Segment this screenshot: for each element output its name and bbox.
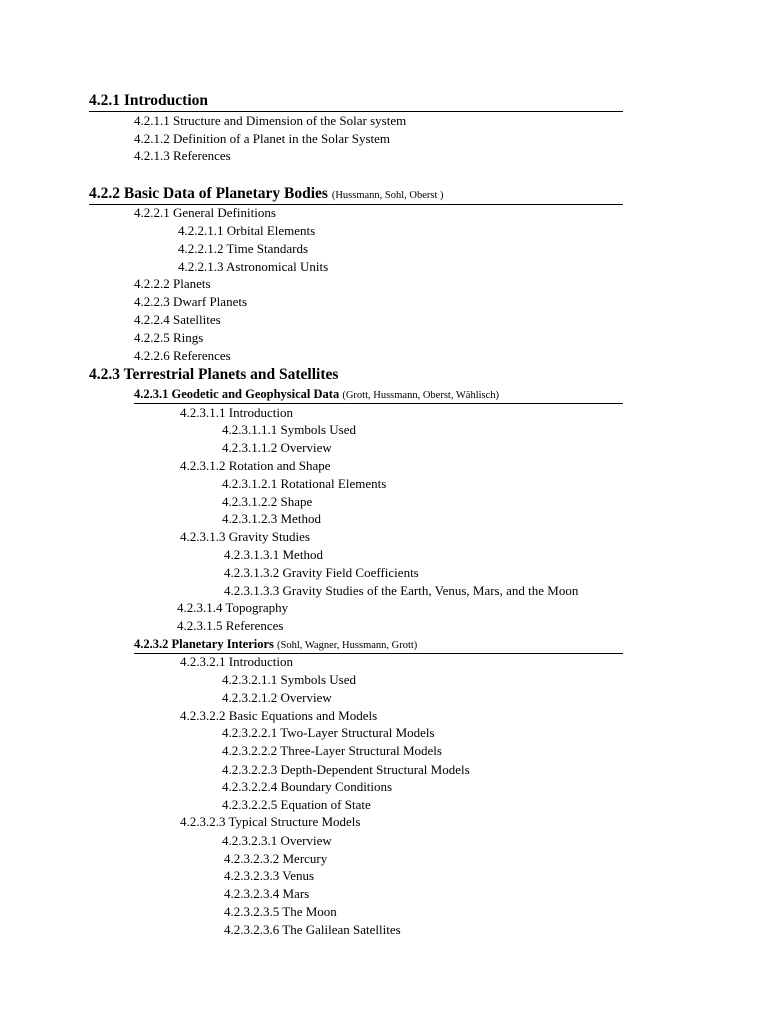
toc-entry: 4.2.2.6 References — [134, 348, 231, 363]
toc-entry: 4.2.2.3 Dwarf Planets — [134, 294, 248, 309]
toc-entry: 4.2.1.1 Structure and Dimension of the Solar system — [134, 113, 407, 128]
toc-entry: 4.2.3.2.3.4 Mars — [224, 886, 310, 901]
section-title: 4.2.1 Introduction — [89, 92, 208, 109]
toc-entry: 4.2.3.1.1.1 Symbols Used — [222, 422, 356, 437]
toc-entry: 4.2.3.1.3.1 Method — [224, 547, 323, 562]
toc-entry: 4.2.3.2.2.4 Boundary Conditions — [222, 779, 393, 794]
toc-entry: 4.2.3.2.3.5 The Moon — [224, 904, 337, 919]
subsection-title: 4.2.3.1 Geodetic and Geophysical Data — [134, 387, 340, 401]
toc-entry: 4.2.3.1.3.3 Gravity Studies of the Earth, Venus, Mars, and the Moon — [224, 583, 579, 598]
toc-entry: 4.2.3.2.3.3 Venus — [224, 868, 315, 883]
toc-entry: 4.2.3.1.2.3 Method — [222, 511, 321, 526]
toc-entry: 4.2.2.1 General Definitions — [134, 205, 276, 220]
section-heading-4-2-1 — [89, 92, 623, 112]
toc-entry: 4.2.3.1.3 Gravity Studies — [180, 529, 310, 544]
toc-entry: 4.2.3.1.1.2 Overview — [222, 440, 332, 455]
toc-entry: 4.2.2.4 Satellites — [134, 312, 221, 327]
toc-entry: 4.2.3.2.2 Basic Equations and Models — [180, 708, 378, 723]
toc-entry: 4.2.1.3 References — [134, 148, 231, 163]
toc-entry: 4.2.3.2.3.1 Overview — [222, 833, 332, 848]
section-heading-4-2-2 — [89, 185, 623, 205]
section-title: 4.2.2 Basic Data of Planetary Bodies — [89, 185, 328, 202]
toc-entry: 4.2.3.2.3.2 Mercury — [224, 851, 328, 866]
toc-entry: 4.2.3.2.2.2 Three-Layer Structural Models — [222, 743, 442, 758]
toc-entry: 4.2.2.1.3 Astronomical Units — [178, 259, 329, 274]
toc-entry: 4.2.2.2 Planets — [134, 276, 211, 291]
subsection-authors: (Sohl, Wagner, Hussmann, Grott) — [277, 640, 418, 651]
toc-entry: 4.2.3.1.5 References — [177, 618, 284, 633]
toc-entry: 4.2.3.2.1 Introduction — [180, 654, 294, 669]
toc-entry: 4.2.3.1.1 Introduction — [180, 405, 294, 420]
toc-entry: 4.2.3.1.3.2 Gravity Field Coefficients — [224, 565, 419, 580]
toc-entry: 4.2.3.1.2.1 Rotational Elements — [222, 476, 387, 491]
toc-entry: 4.2.3.2.2.5 Equation of State — [222, 797, 371, 812]
toc-entry: 4.2.2.5 Rings — [134, 330, 204, 345]
subsection-title: 4.2.3.2 Planetary Interiors — [134, 637, 274, 651]
toc-entry: 4.2.3.2.2.1 Two-Layer Structural Models — [222, 725, 435, 740]
toc-entry: 4.2.3.2.3 Typical Structure Models — [180, 814, 361, 829]
toc-entry: 4.2.3.2.1.1 Symbols Used — [222, 672, 356, 687]
toc-entry: 4.2.2.1.1 Orbital Elements — [178, 223, 316, 238]
toc-entry: 4.2.3.1.4 Topography — [177, 600, 289, 615]
toc-entry: 4.2.3.1.2 Rotation and Shape — [180, 458, 331, 473]
subsection-authors: (Grott, Hussmann, Oberst, Wählisch) — [342, 390, 500, 401]
toc-entry: 4.2.2.1.2 Time Standards — [178, 241, 309, 256]
toc-entry: 4.2.1.2 Definition of a Planet in the Solar System — [134, 131, 390, 146]
toc-entry: 4.2.3.1.2.2 Shape — [222, 494, 313, 509]
section-heading-4-2-3 — [89, 366, 623, 385]
section-title: 4.2.3 Terrestrial Planets and Satellites — [89, 366, 339, 383]
toc-entry: 4.2.3.2.1.2 Overview — [222, 690, 332, 705]
toc-entry: 4.2.3.2.3.6 The Galilean Satellites — [224, 922, 401, 937]
toc-entry: 4.2.3.2.2.3 Depth-Dependent Structural Models — [222, 762, 470, 777]
section-authors: (Hussmann, Sohl, Oberst ) — [331, 190, 444, 201]
subsection-heading-4-2-3-1 — [134, 386, 623, 404]
subsection-heading-4-2-3-2 — [134, 636, 623, 654]
